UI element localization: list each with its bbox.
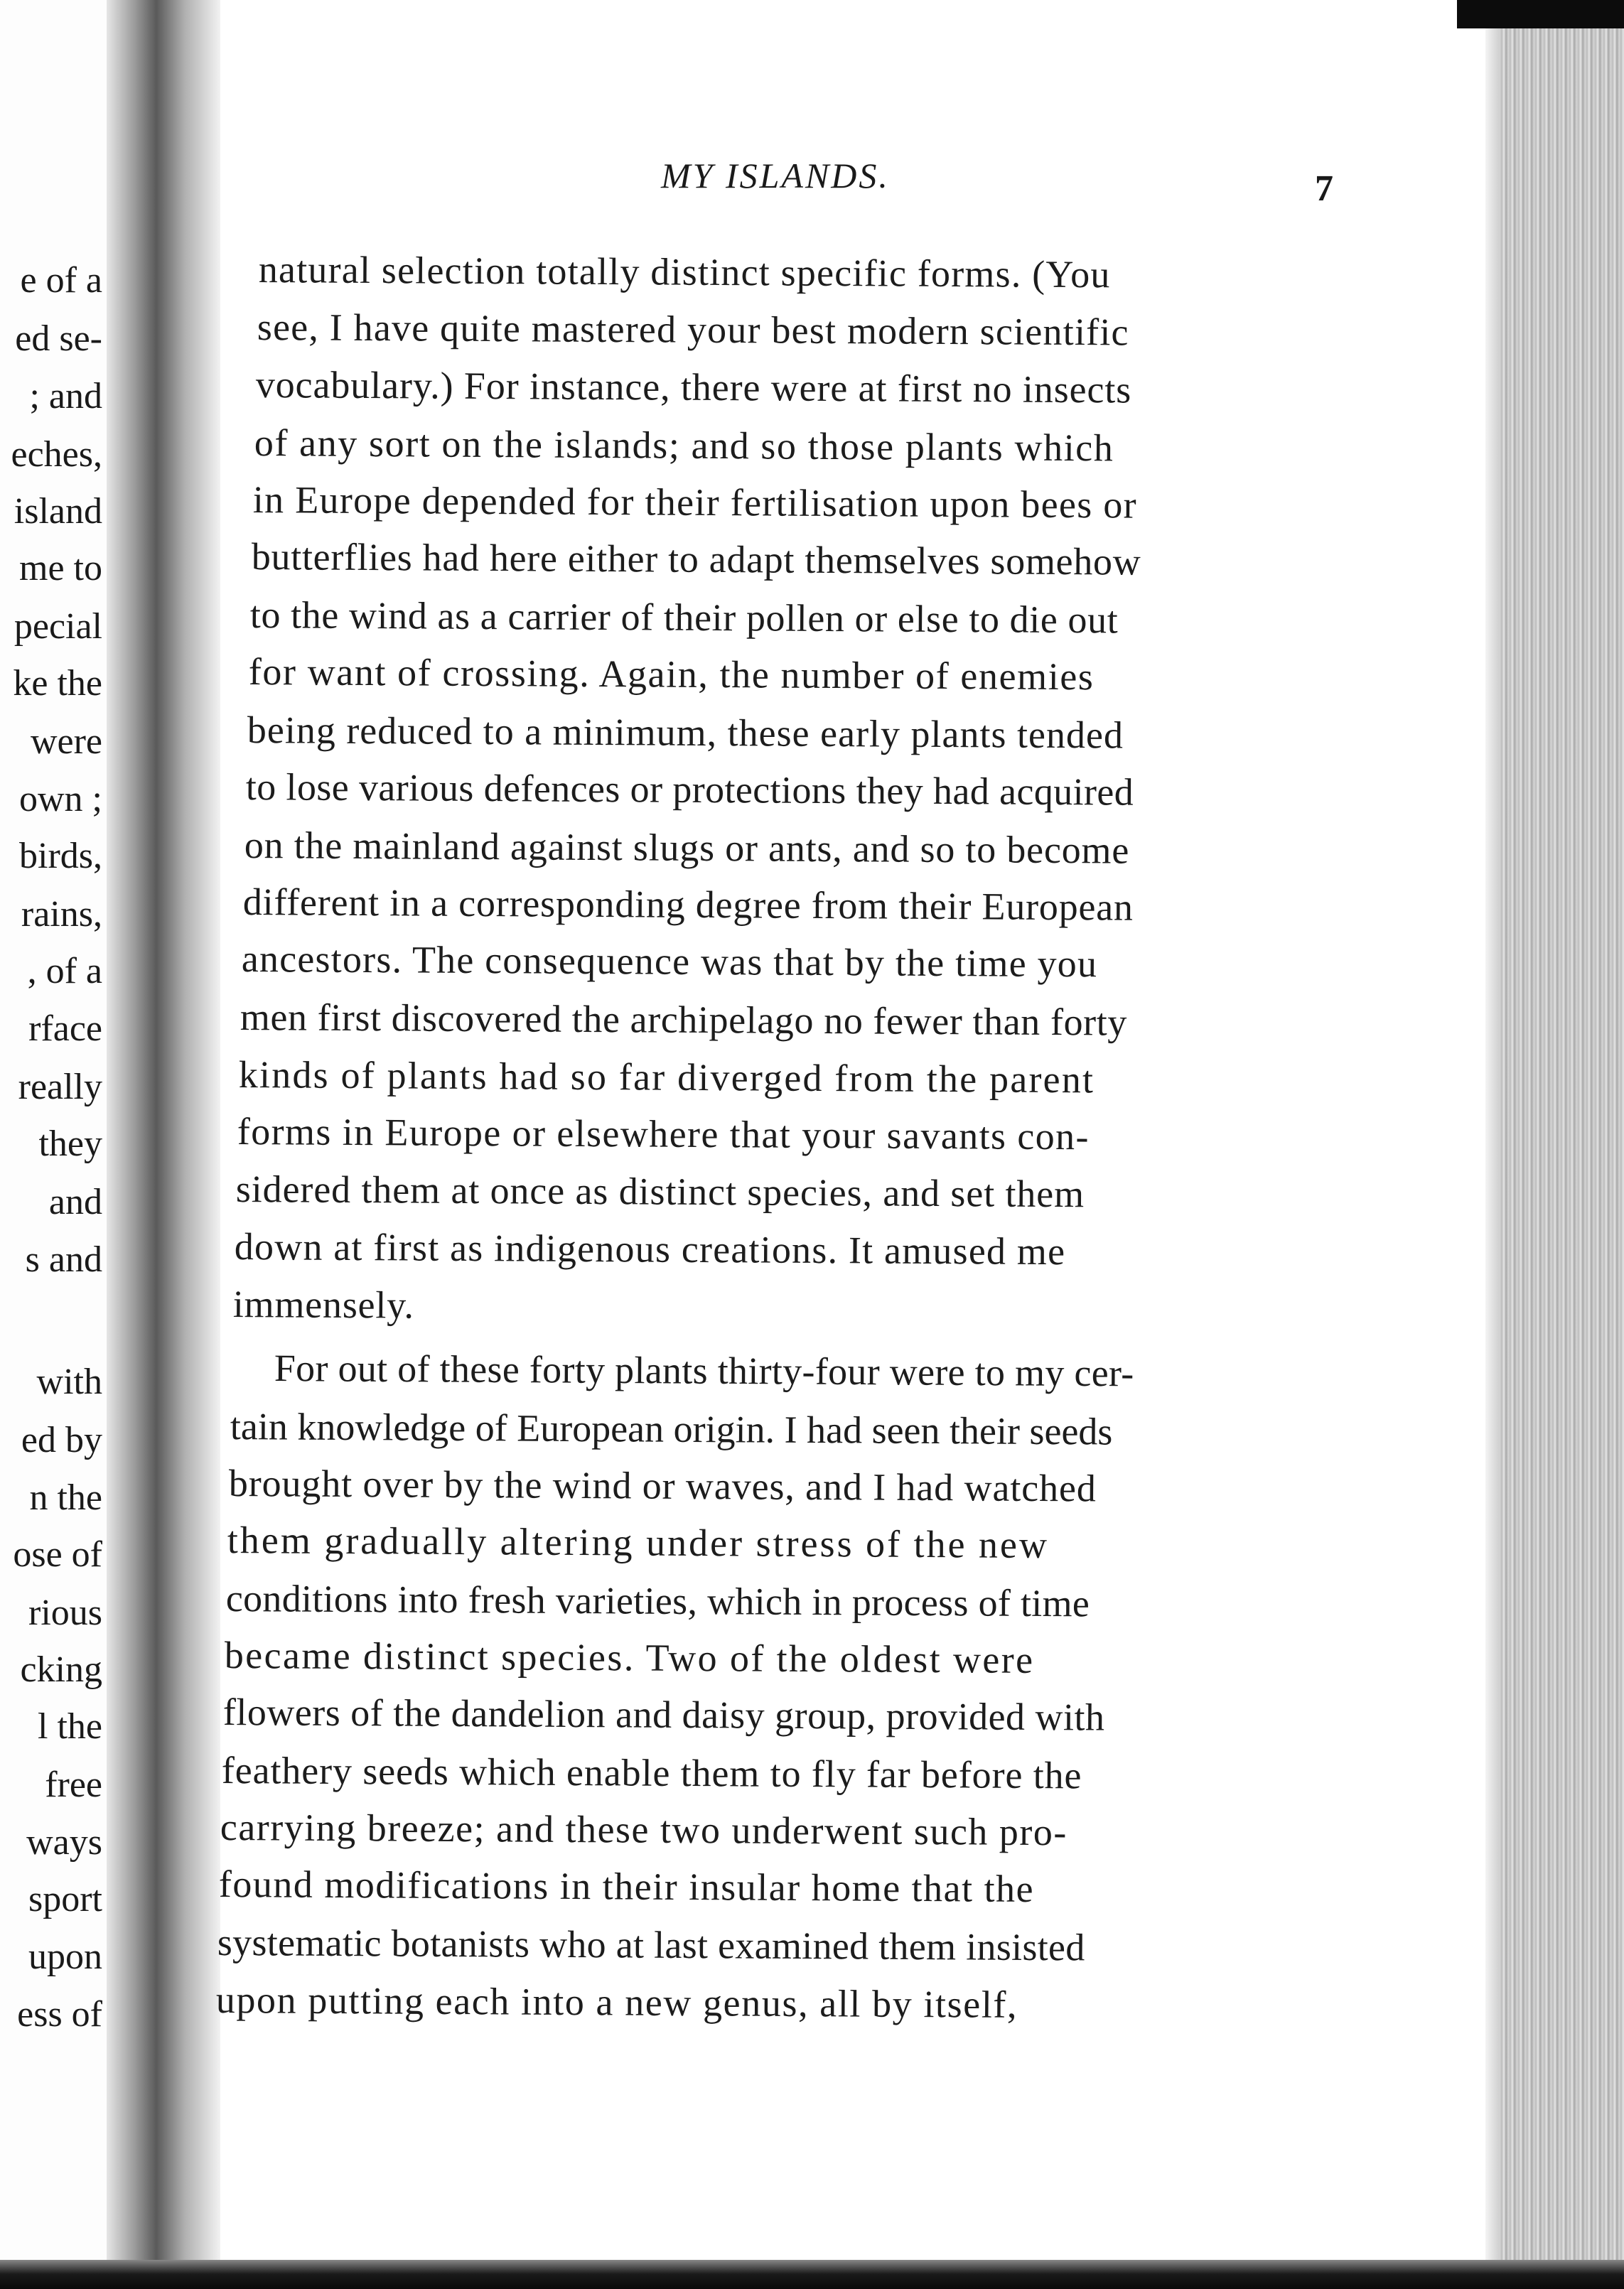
left-page-line: ed se- [15,318,102,359]
text-line: to the wind as a carrier of their pollen or else to die out [249,593,1119,642]
left-page-line: eches, [11,434,102,475]
text-line: became distinct species. Two of the oldest were [224,1634,1035,1681]
text-line: immensely. [232,1283,414,1327]
left-page-line: ose of [13,1534,102,1575]
left-page-line: ed by [21,1420,102,1460]
text-line: on the mainland against slugs or ants, and so to become [244,824,1130,872]
page-block-edges [1500,0,1624,2289]
text-line: see, I have quite mastered your best modern scientific [257,306,1129,354]
text-line: ancestors. The consequence was that by the time you [241,937,1098,986]
text-line: being reduced to a minimum, these early plants tended [247,709,1124,757]
page-number: 7 [1315,168,1333,209]
text-line: different in a corresponding degree from their European [242,880,1134,929]
page-edge-shade [1485,0,1500,2289]
book-page [215,0,1485,2260]
text-line: men first discovered the archipelago no fewer than forty [240,996,1128,1044]
left-page-line: l the [38,1706,102,1747]
bottom-binding-edge [0,2260,1624,2289]
left-page-line: really [18,1067,102,1107]
left-page-line: e of a [20,260,102,301]
text-line: of any sort on the islands; and so those plants which [254,421,1114,470]
text-line: butterflies had here either to adapt themselves somehow [251,535,1141,583]
left-page-line: cking [20,1649,102,1690]
left-page-line: rains, [21,894,102,935]
left-page-line: island [14,491,102,532]
book-gutter-shadow [107,0,220,2289]
text-line: them gradually altering under stress of the new [227,1519,1050,1567]
left-page-line: birds, [19,836,102,876]
text-line: For out of these forty plants thirty-four were to my cer- [274,1347,1134,1395]
text-line: down at first as indigenous creations. It amused me [234,1225,1066,1273]
left-page-line: , of a [27,951,102,991]
left-page-line: n the [29,1477,102,1518]
text-line: tain knowledge of European origin. I had seen their seeds [230,1405,1113,1453]
text-line: for want of crossing. Again, the number of enemies [248,650,1095,699]
left-page-line: rface [28,1008,102,1049]
text-line: vocabulary.) For instance, there were at first no insects [255,363,1132,411]
previous-page-fragment [0,0,107,2289]
text-line: feathery seeds which enable them to fly far before the [221,1749,1082,1797]
text-line: flowers of the dandelion and daisy group, provided with [222,1691,1105,1739]
text-line: kinds of plants had so far diverged from the parent [238,1053,1095,1102]
top-shadow [1457,0,1624,28]
text-line: brought over by the wind or waves, and I had watched [228,1462,1097,1510]
left-page-line: upon [28,1937,102,1977]
left-page-line: pecial [14,606,102,647]
left-page-line: ; and [29,376,102,416]
left-page-line: ways [26,1822,102,1863]
left-page-line: sport [28,1879,102,1919]
text-line: sidered them at once as distinct species, and set them [235,1168,1085,1216]
left-page-line: and [48,1182,102,1222]
left-page-line: ke the [13,663,102,704]
text-line: in Europe depended for their fertilisation upon bees or [252,478,1138,527]
left-page-line: rious [28,1593,102,1633]
text-line: forms in Europe or elsewhere that your savants con- [237,1110,1090,1158]
left-page-line: free [45,1765,102,1805]
text-line: upon putting each into a new genus, all by itself, [215,1978,1018,2026]
text-line: found modifications in their insular home that the [218,1863,1035,1911]
running-head: MY ISLANDS. [661,156,890,195]
left-page-line: own ; [19,779,102,819]
text-line: conditions into fresh varieties, which in process of time [225,1577,1090,1625]
text-line: to lose various defences or protections they had acquired [245,765,1134,814]
text-line: natural selection totally distinct specific forms. (You [258,248,1111,296]
left-page-line: they [38,1124,102,1164]
left-page-line: were [30,721,102,762]
left-page-line: me to [19,548,102,588]
text-line: carrying breeze; and these two underwent such pro- [220,1806,1068,1854]
left-page-line: with [36,1362,102,1402]
left-page-line: s and [25,1239,102,1280]
text-line: systematic botanists who at last examined them insisted [217,1921,1085,1969]
left-page-line: ess of [17,1994,102,2035]
